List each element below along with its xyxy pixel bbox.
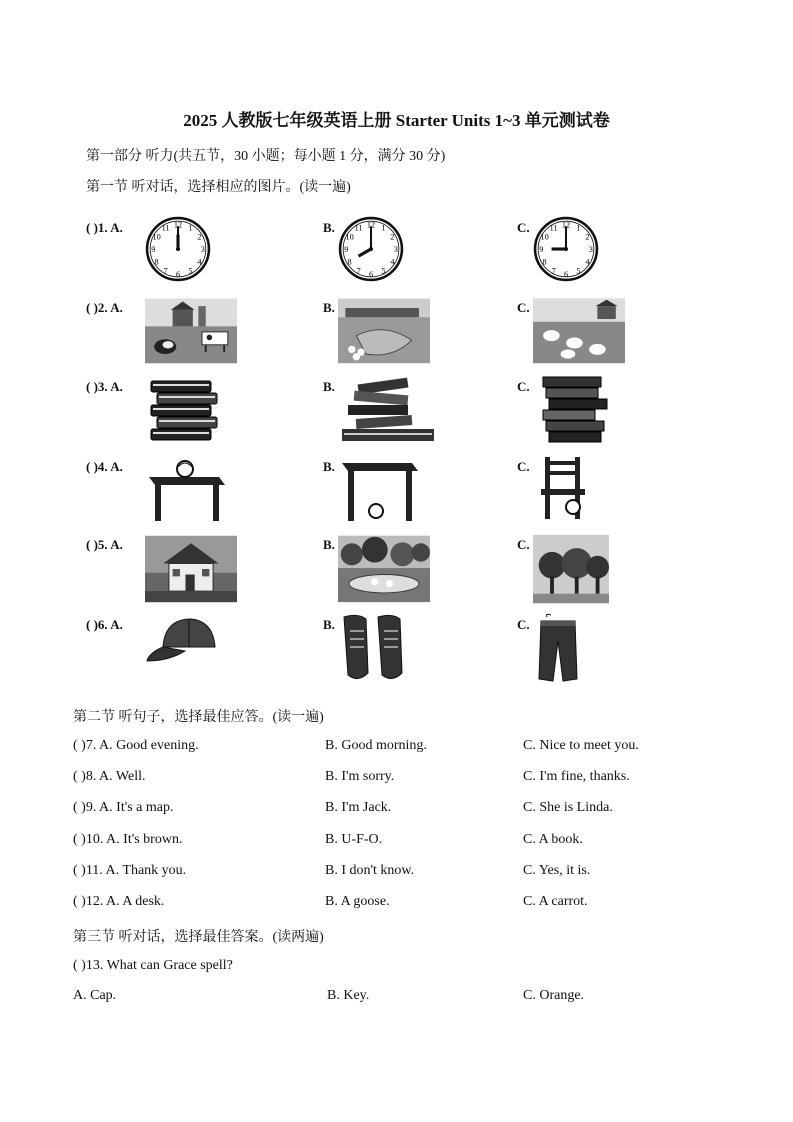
section3-heading: 第三节 听对话，选择最佳答案。(读两遍) [73,930,324,945]
question-6-label-c: C. [517,617,530,632]
svg-text:7: 7 [356,266,361,276]
svg-text:4: 4 [197,257,202,267]
question-11-option-a: ( )11. A. Thank you. [73,863,187,878]
clock-8-icon [338,216,404,287]
svg-text:2: 2 [390,232,395,242]
svg-text:11: 11 [161,223,170,233]
farm-dog-cow-image [145,296,237,371]
section2-heading: 第二节 听句子，选择最佳应答。(读一遍) [73,710,324,725]
book-stack-tall-image [533,375,613,450]
ball-on-table-image [145,455,225,528]
question-6-label-b: B. [323,617,335,632]
svg-text:3: 3 [200,245,205,255]
svg-text:12: 12 [561,220,571,230]
svg-text:1: 1 [381,223,386,233]
svg-text:2: 2 [585,232,590,242]
svg-text:8: 8 [154,257,159,267]
question-8-option-a: ( )8. A. Well. [73,769,146,784]
svg-text:6: 6 [563,269,569,279]
svg-text:12: 12 [173,220,183,230]
question-13-option-b: B. Key. [327,988,370,1003]
clock-12-icon [145,216,211,287]
svg-text:10: 10 [540,232,549,242]
question-11-option-c: C. Yes, it is. [523,863,591,878]
question-10-option-c: C. A book. [523,832,583,847]
svg-text:4: 4 [390,257,395,267]
question-13-stem: ( )13. What can Grace spell? [73,958,233,973]
question-2-label-a: ( )2. A. [86,300,123,315]
svg-text:1: 1 [576,223,581,233]
svg-text:8: 8 [542,257,547,267]
book-stack-messy-image [338,375,438,448]
question-7-option-a: ( )7. A. Good evening. [73,738,199,753]
question-4-label-b: B. [323,459,335,474]
svg-text:6: 6 [368,269,374,279]
svg-text:9: 9 [344,245,349,255]
svg-text:8: 8 [347,257,352,267]
question-5-label-b: B. [323,537,335,552]
ball-under-table-image [338,455,418,528]
question-3-label-b: B. [323,379,335,394]
pants-image [533,613,583,690]
question-11-option-b: B. I don't know. [325,863,415,878]
question-3-label-a: ( )3. A. [86,379,123,394]
question-5-label-c: C. [517,537,530,552]
question-10-option-b: B. U-F-O. [325,832,383,847]
svg-text:10: 10 [152,232,161,242]
svg-text:12: 12 [366,220,376,230]
question-13-option-c: C. Orange. [523,988,585,1003]
svg-text:5: 5 [576,266,581,276]
question-7-option-c: C. Nice to meet you. [523,738,639,753]
question-1-label-b: B. [323,220,335,235]
svg-text:6: 6 [175,269,181,279]
book-stack-image [145,375,225,448]
svg-text:1: 1 [188,223,193,233]
question-12-option-a: ( )12. A. A desk. [73,894,165,909]
cap-image [145,613,225,678]
shoes-image [338,613,408,688]
question-5-label-a: ( )5. A. [86,537,123,552]
page-title: 2025 人教版七年级英语上册 Starter Units 1~3 单元测试卷 [183,111,610,130]
part1-heading: 第一部分 听力(共五节，30 小题；每小题 1 分，满分 30 分) [86,149,446,164]
question-9-option-a: ( )9. A. It's a map. [73,800,174,815]
question-2-label-c: C. [517,300,530,315]
svg-text:2: 2 [197,232,202,242]
svg-text:11: 11 [549,223,558,233]
question-6-label-a: ( )6. A. [86,617,123,632]
question-3-label-c: C. [517,379,530,394]
svg-text:4: 4 [585,257,590,267]
svg-text:5: 5 [381,266,386,276]
farm-sheep-image [533,296,625,371]
question-12-option-b: B. A goose. [325,894,390,909]
svg-text:7: 7 [163,266,168,276]
clock-9-icon [533,216,599,287]
ball-under-chair-image [533,455,593,528]
question-8-option-c: C. I'm fine, thanks. [523,769,630,784]
svg-text:9: 9 [539,245,544,255]
question-2-label-b: B. [323,300,335,315]
svg-text:9: 9 [151,245,156,255]
question-10-option-a: ( )10. A. It's brown. [73,832,183,847]
trees-image [533,533,609,610]
svg-text:5: 5 [188,266,193,276]
park-geese-image [338,533,430,610]
question-8-option-b: B. I'm sorry. [325,769,395,784]
question-1-label-a: ( )1. A. [86,220,123,235]
question-1-label-c: C. [517,220,530,235]
question-4-label-c: C. [517,459,530,474]
farm-ducks-image [338,296,430,371]
question-4-label-a: ( )4. A. [86,459,123,474]
svg-text:7: 7 [551,266,556,276]
svg-text:3: 3 [393,245,398,255]
question-13-option-a: A. Cap. [73,988,117,1003]
svg-text:3: 3 [588,245,593,255]
question-7-option-b: B. Good morning. [325,738,427,753]
question-9-option-b: B. I'm Jack. [325,800,392,815]
question-9-option-c: C. She is Linda. [523,800,613,815]
question-12-option-c: C. A carrot. [523,894,588,909]
section1-heading: 第一节 听对话，选择相应的图片。(读一遍) [86,180,351,195]
svg-text:10: 10 [345,232,354,242]
house-image [145,533,237,610]
svg-text:11: 11 [354,223,363,233]
